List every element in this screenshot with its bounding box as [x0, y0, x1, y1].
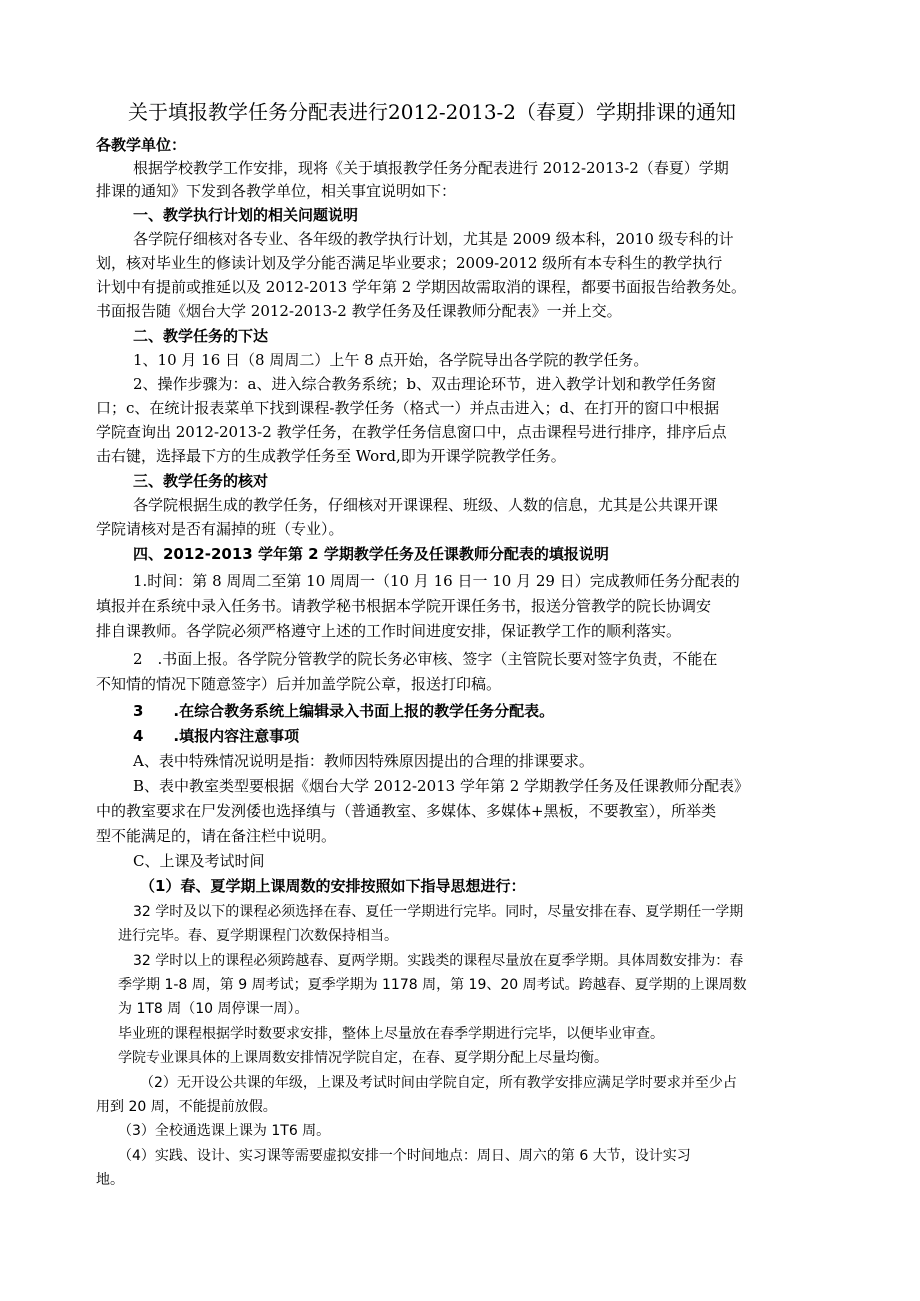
item2-line: 2 .书面上报。各学院分管教学的院长务必审核、签字（主管院长要对签字负责，不能在	[133, 650, 718, 668]
item4: 4 .填报内容注意事项	[133, 727, 300, 745]
section3-line: 学院请核对是否有漏掉的班（专业）。	[96, 520, 344, 538]
note-b-line: B、表中教室类型要根据《烟台大学 2012-2013 学年第 2 学期教学任务及任课教师分配表》	[133, 777, 750, 795]
item1-line: 排自课教师。各学院必须严格遵守上述的工作时间进度安排，保证教学工作的顺利落实。	[96, 622, 682, 640]
section1-heading: 一、教学执行计划的相关问题说明	[133, 206, 359, 224]
section1-line: 书面报告随《烟台大学 2012-2013-2 教学任务及任课教师分配表》一并上交。	[96, 302, 622, 320]
item2-line: 不知情的情况下随意签字）后并加盖学院公章，报送打印稿。	[96, 675, 502, 693]
section3-line: 各学院根据生成的教学任务，仔细核对开课课程、班级、人数的信息，尤其是公共课开课	[133, 496, 719, 514]
section1-line: 各学院仔细核对各专业、各年级的教学执行计划，尤其是 2009 级本科，2010 级专科的计	[133, 230, 734, 248]
section3-heading: 三、教学任务的核对	[133, 472, 269, 490]
sub4-line: 地。	[96, 1172, 124, 1188]
section2-line: 口；c、在统计报表菜单下找到课程-教学任务（格式一）并点击进入；d、在打开的窗口中根据	[96, 399, 720, 417]
sub3: （3）全校通选课上课为 1T6 周。	[118, 1123, 331, 1139]
section2-heading: 二、教学任务的下达	[133, 327, 269, 345]
sub1-heading: （1）春、夏学期上课周数的安排按照如下指导思想进行：	[140, 877, 526, 895]
note-b-line: 中的教室要求在尸发洌倭也选择缜与（普通教室、多媒体、多媒体+黑板，不要教室），所举类	[96, 802, 717, 820]
intro-line: 排课的通知》下发到各教学单位，相关事宜说明如下：	[96, 182, 457, 200]
section4-heading: 四、2012-2013 学年第 2 学期教学任务及任课教师分配表的填报说明	[133, 545, 609, 563]
section2-line: 击右键，选择最下方的生成教学任务至 Word,即为开课学院教学任务。	[96, 447, 566, 465]
item1-line: 填报并在系统中录入任务书。请教学秘书根据本学院开课任务书，报送分管教学的院长协调安	[96, 597, 712, 615]
section2-line: 1、10 月 16 日（8 周周二）上午 8 点开始，各学院导出各学院的教学任务。	[133, 351, 649, 369]
sub2-line: （2）无开设公共课的年级，上课及考试时间由学院自定，所有教学安排应满足学时要求并至少占	[140, 1075, 737, 1091]
sub1-para3: 毕业班的课程根据学时数要求安排，整体上尽量放在春季学期进行完毕，以便毕业审查。	[118, 1026, 664, 1042]
sub1-para2-line: 为 1T8 周（10 周停课一周）。	[118, 1001, 309, 1017]
sub4-line: （4）实践、设计、实习课等需要虚拟安排一个时间地点：周日、周六的第 6 大节，设计实习	[118, 1148, 691, 1164]
section1-line: 计划中有提前或推延以及 2012-2013 学年第 2 学期因故需取消的课程，都要书面报告给教务处。	[96, 278, 747, 296]
sub1-para4: 学院专业课具体的上课周数安排情况学院自定，在春、夏学期分配上尽量均衡。	[118, 1050, 608, 1066]
section2-line: 学院查询出 2012-2013-2 教学任务，在教学任务信息窗口中，点击课程号进行排序，排序后点	[96, 423, 727, 441]
item3: 3 .在综合教务系统上编辑录入书面上报的教学任务分配表。	[133, 702, 555, 720]
item1-line: 1.时间：第 8 周周二至第 10 周周一（10 月 16 日一 10 月 29 日）完成教师任务分配表的	[133, 572, 740, 590]
document-title: 关于填报教学任务分配表进行2012-2013-2（春夏）学期排课的通知	[128, 100, 737, 124]
sub2-line: 用到 20 周，不能提前放假。	[96, 1099, 277, 1115]
note-b-line: 型不能满足的，请在备注栏中说明。	[96, 827, 337, 845]
intro-line: 根据学校教学工作安排，现将《关于填报教学任务分配表进行 2012-2013-2（春夏）学期	[133, 159, 729, 177]
note-a: A、表中特殊情况说明是指：教师因特殊原因提出的合理的排课要求。	[133, 752, 594, 770]
salutation: 各教学单位：	[96, 136, 187, 154]
sub1-para2-line: 季学期 1-8 周，第 9 周考试；夏季学期为 1178 周，第 19、20 周考试。跨越春、夏学期的上课周数	[118, 977, 747, 993]
sub1-para1-line: 进行完毕。春、夏学期课程门次数保持相当。	[118, 928, 398, 944]
section2-line: 2、操作步骤为：a、进入综合教务系统；b、双击理论环节，进入教学计划和教学任务窗	[133, 375, 717, 393]
sub1-para2-line: 32 学时以上的课程必须跨越春、夏两学期。实践类的课程尽量放在夏季学期。具体周数安排为：春	[133, 953, 744, 969]
sub1-para1-line: 32 学时及以下的课程必须选择在春、夏任一学期进行完毕。同时，尽量安排在春、夏学期任一学期	[133, 904, 744, 920]
note-c: C、上课及考试时间	[133, 852, 265, 870]
section1-line: 划，核对毕业生的修读计划及学分能否满足毕业要求；2009-2012 级所有本专科生的教学执行	[96, 254, 723, 272]
